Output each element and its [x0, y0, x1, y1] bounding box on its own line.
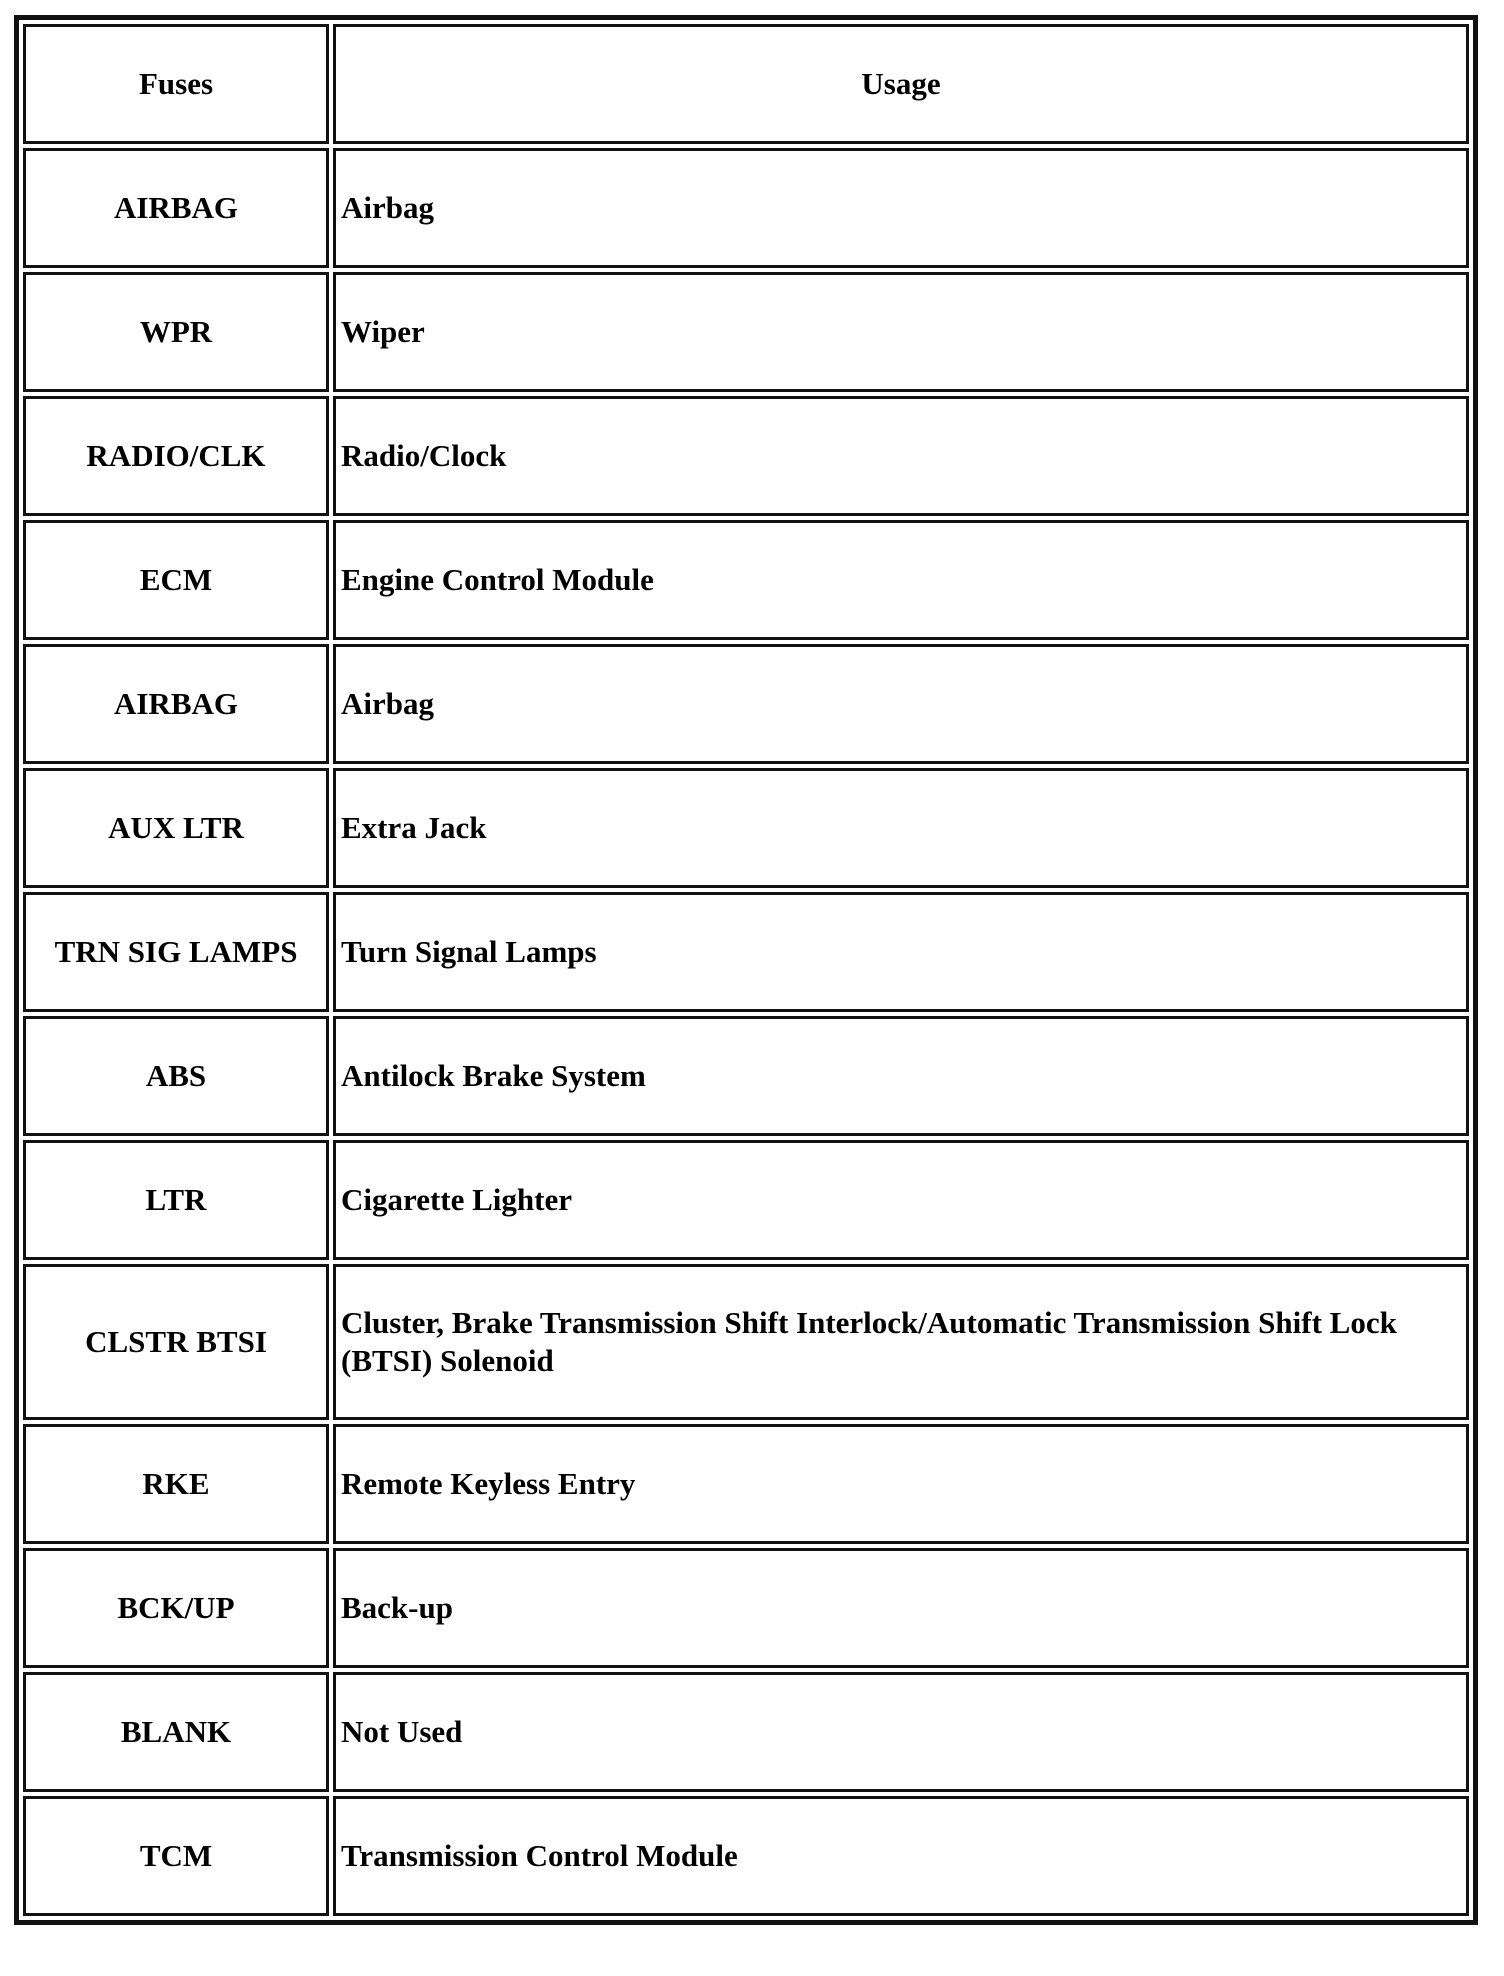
fuse-cell: BCK/UP: [23, 1548, 329, 1668]
fuse-cell: ECM: [23, 520, 329, 640]
fuse-cell: AUX LTR: [23, 768, 329, 888]
table-row: [23, 1016, 1469, 1136]
usage-cell: Extra Jack: [333, 768, 1469, 888]
table-header-row: [23, 24, 1469, 144]
usage-cell: Airbag: [333, 644, 1469, 764]
fuse-cell: TRN SIG LAMPS: [23, 892, 329, 1012]
fuse-cell: ABS: [23, 1016, 329, 1136]
usage-cell: Engine Control Module: [333, 520, 1469, 640]
usage-cell: Radio/Clock: [333, 396, 1469, 516]
table-row: [23, 520, 1469, 640]
table-row: [23, 1548, 1469, 1668]
table-row: [23, 148, 1469, 268]
table-row: [23, 1140, 1469, 1260]
header-usage: Usage: [333, 24, 1469, 144]
table-row: [23, 644, 1469, 764]
table-row: [23, 1672, 1469, 1792]
fuse-usage-table: [14, 15, 1478, 1925]
usage-cell: Back-up: [333, 1548, 1469, 1668]
table-row: [23, 1796, 1469, 1916]
usage-cell: Not Used: [333, 1672, 1469, 1792]
usage-cell: Airbag: [333, 148, 1469, 268]
fuse-cell: BLANK: [23, 1672, 329, 1792]
table-row: [23, 1264, 1469, 1420]
fuse-cell: AIRBAG: [23, 644, 329, 764]
fuse-cell: RADIO/CLK: [23, 396, 329, 516]
fuse-cell: LTR: [23, 1140, 329, 1260]
fuse-cell: TCM: [23, 1796, 329, 1916]
table-row: [23, 1424, 1469, 1544]
fuse-cell: AIRBAG: [23, 148, 329, 268]
usage-cell: Transmission Control Module: [333, 1796, 1469, 1916]
table-row: [23, 892, 1469, 1012]
usage-cell: Turn Signal Lamps: [333, 892, 1469, 1012]
table-row: [23, 396, 1469, 516]
usage-cell: Cluster, Brake Transmission Shift Interlock/Automatic Transmission Shift Lock (BTSI) Solenoid: [333, 1264, 1469, 1420]
usage-cell: Antilock Brake System: [333, 1016, 1469, 1136]
table-row: [23, 272, 1469, 392]
header-fuses: Fuses: [23, 24, 329, 144]
fuse-cell: CLSTR BTSI: [23, 1264, 329, 1420]
usage-cell: Cigarette Lighter: [333, 1140, 1469, 1260]
usage-cell: Remote Keyless Entry: [333, 1424, 1469, 1544]
table-row: [23, 768, 1469, 888]
fuse-cell: RKE: [23, 1424, 329, 1544]
usage-cell: Wiper: [333, 272, 1469, 392]
fuse-cell: WPR: [23, 272, 329, 392]
